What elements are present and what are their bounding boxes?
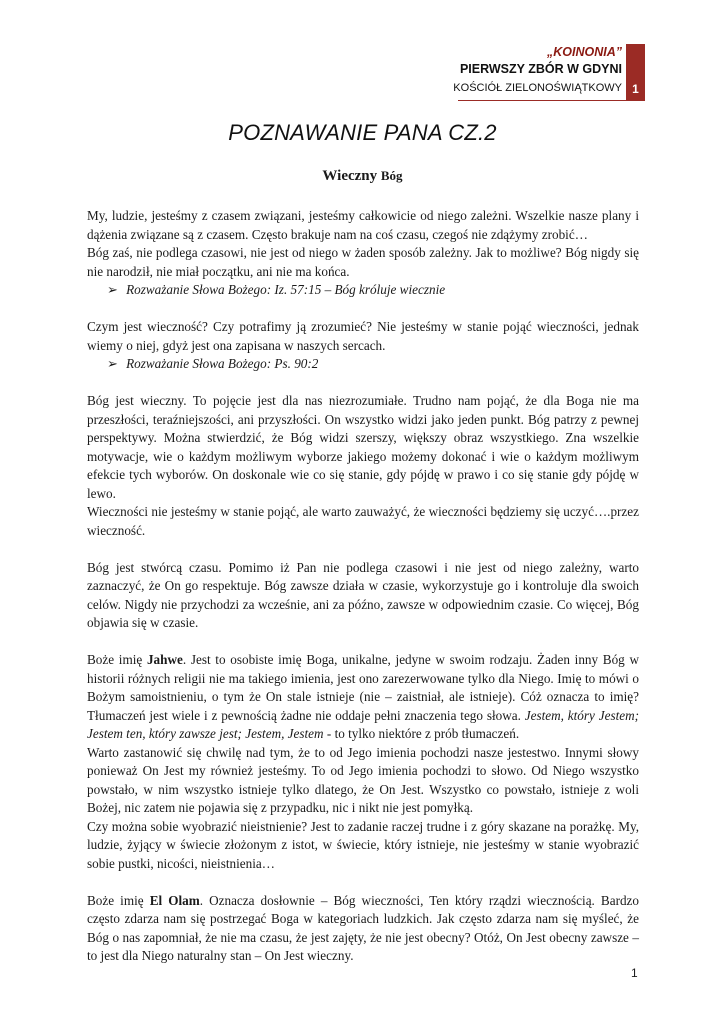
header-church-name: PIERWSZY ZBÓR W GDYNI: [459, 62, 622, 76]
scripture-bullet-2: [87, 355, 639, 374]
header-rule: [458, 100, 645, 101]
page-subtitle: [0, 168, 725, 185]
header-page-number: 1: [632, 82, 639, 96]
header-denomination: KOŚCIÓŁ ZIELONOŚWIĄTKOWY: [453, 82, 622, 94]
subtitle-word2: Bóg: [380, 168, 403, 183]
footer-page-number: 1: [631, 966, 638, 980]
paragraph-3b: Wieczności nie jesteśmy w stanie pojąć, ale warto zauważyć, że wieczności będziemy się uczyć….przez wieczność.: [87, 504, 639, 538]
scripture-bullet-1: [87, 281, 639, 300]
p8-part-a: Boże imię: [87, 892, 150, 908]
p5-part-a: Boże imię: [87, 652, 147, 667]
p8-part-c: . Oznacza dosłownie – Bóg wieczności, Ten który rządzi wiecznością. Bardzo często zdarza nam się postrzegać Boga w kategoriach ludzkich. Jak często zdarza nam się myśleć, że Bóg o nas zapomniał, że nie ma czasu, że jest zajęty, że nie jest obecny? Otóż, On Jest obecny zawsze – to jest dla Niego naturalny stan – On Jest wieczny.: [87, 892, 639, 963]
paragraph-7: Czy można sobie wyobrazić nieistnienie? Jest to zadanie raczej trudne i z góry skazane na porażkę. My, ludzie, żyjący w świecie złożonym z istot, w świecie, który istnieje, nie jesteśmy w stanie wyobrazić sobie pustki, nicości, nieistnienia…: [87, 818, 639, 871]
paragraph-1b: Bóg zaś, nie podlega czasowi, nie jest od niego w żaden sposób zależny. Jak to możliwe? Bóg nigdy się nie narodził, nie miał początku, ani nie ma końca.: [87, 245, 639, 279]
paragraph-5: [87, 651, 639, 744]
arrow-bullet-icon: ➢: [107, 356, 119, 371]
p5-translations: Jestem, który Jestem; Jestem ten, który zawsze jest; Jestem, Jestem: [87, 707, 640, 741]
paragraph-3a: Bóg jest wieczny. To pojęcie jest dla nas niezrozumiałe. Trudno nam pojąć, że dla Boga nie ma przeszłości, teraźniejszości, ani przyszłości. On wszystko widzi jako jeden punkt. Bóg patrzy z pewnej perspektywy. Można stwierdzić, że Bóg widzi szerszy, większy obraz wszystkiego. Zna wszelkie motywacje, wie o każdym możliwym wyborze jakiego możemy dokonać i wie o każdym możliwym efekcie tych wyborów. On doskonale wie co się stanie, gdy pójdę w prawo i co się stanie gdy pójdę w lewo.: [87, 393, 639, 501]
scripture-bullet-2-text: Rozważanie Słowa Bożego: Ps. 90:2: [126, 356, 319, 371]
subtitle-word1: Wieczny: [322, 168, 378, 184]
page-title: POZNAWANIE PANA CZ.2: [228, 120, 497, 145]
arrow-bullet-icon: ➢: [107, 282, 119, 297]
paragraph-6: Warto zastanowić się chwilę nad tym, że to od Jego imienia pochodzi nasze jestestwo. Innymi słowy ponieważ On Jest my również jesteśmy. To od Jego imienia pochodzi to słowo. Od Niego wszystko powstało, w nim wszystko istnieje tylko dlatego, że On Jest. Wszystko co powstało, istnieje z woli Bożej, nic zatem nie pojawia się z przypadku, nic i nikt nie jest pomyłką.: [87, 744, 639, 815]
scripture-bullet-1-text: Rozważanie Słowa Bożego: Iz. 57:15 – Bóg króluje wiecznie: [126, 282, 446, 297]
paragraph-2: Czym jest wieczność? Czy potrafimy ją zrozumieć? Nie jesteśmy w stanie pojąć wieczności, jednak wiemy o niej, gdyż jest ona zapisana w naszych sercach.: [87, 319, 639, 353]
paragraph-8: [87, 892, 639, 966]
paragraph-1a: My, ludzie, jesteśmy z czasem związani, jesteśmy całkowicie od niego zależni. Wszelkie nasze plany i dążenia związane są z czasem. Często brakuje nam na coś czasu, czegoś nie zdążymy zrobić…: [87, 208, 639, 242]
document-header: [453, 44, 622, 98]
header-koinonia: „KOINONIA”: [547, 45, 622, 59]
document-body: [87, 207, 639, 966]
name-jahwe: Jahwe: [146, 652, 183, 667]
paragraph-4: Bóg jest stwórcą czasu. Pomimo iż Pan nie podlega czasowi i nie jest od niego zależny, warto zaznaczyć, że On go respektuje. Bóg zawsze działa w czasie, wykorzystuje go i kontroluje dla swoich celów. Nigdy nie przychodzi za wcześnie, ani za późno, zawsze w odpowiednim czasie. Co więcej, Bóg objawia się w czasie.: [87, 559, 639, 630]
p5-part-c: . Jest to osobiste imię Boga, unikalne, jedyne w swoim rodzaju. Żaden inny Bóg w historii różnych religii nie ma takiego imienia, jest ono zarezerwowane tylko dla Niego. Imię to mówi o Bożym samoistnieniu, o tym że On stale istnieje (nie – zaistniał, ale istnieje). Cóż oznacza to imię? Tłumaczeń jest wiele i z pewnością żadne nie oddaje pełni znaczenia tego słowa.: [87, 652, 639, 723]
name-el-olam: El Olam: [149, 892, 200, 908]
p5-part-e: - to tylko niektóre z prób tłumaczeń.: [323, 726, 520, 741]
